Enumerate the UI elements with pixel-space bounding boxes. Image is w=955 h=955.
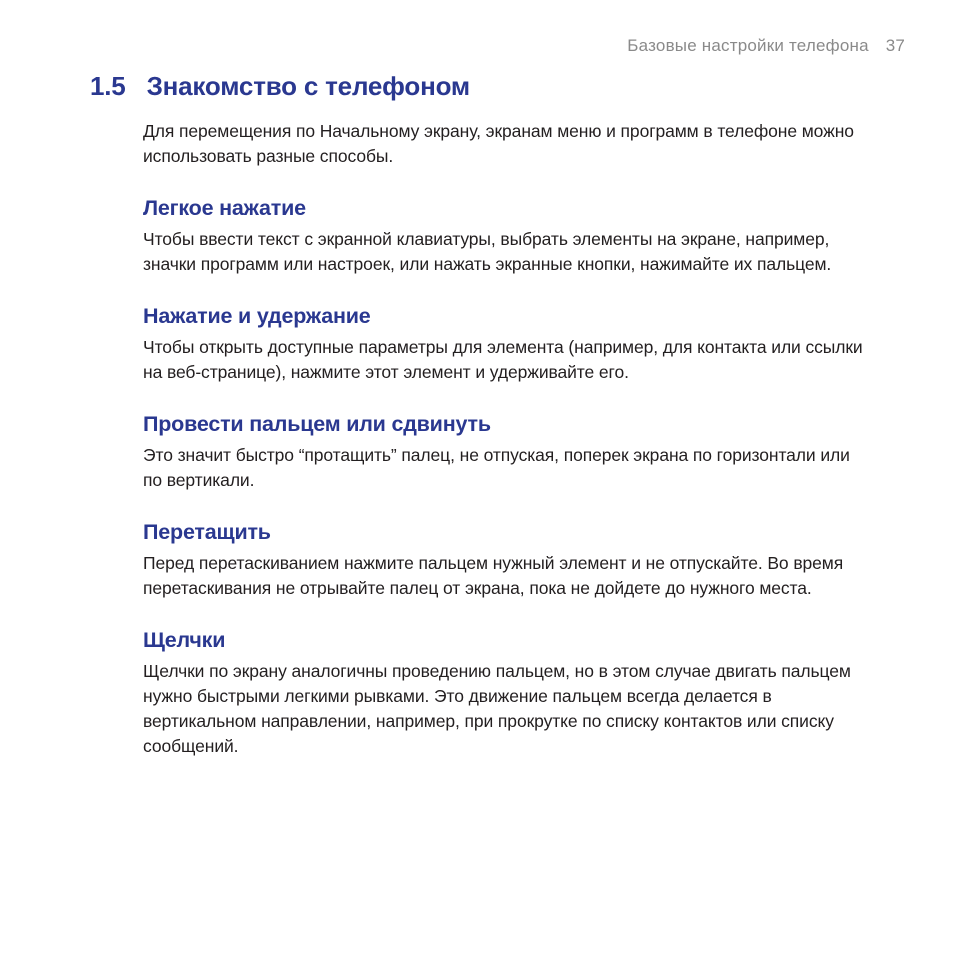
topic-section-drag xyxy=(143,520,869,601)
topic-body: Щелчки по экрану аналогичны проведению пальцем, но в этом случае двигать пальцем нужно быстрыми легкими рывками. Это движение пальцем всегда делается в вертикальном направлении, например, при прокрутке по списку контактов или списку сообщений. xyxy=(143,661,851,756)
topic-heading: Щелчки xyxy=(143,628,226,652)
intro-paragraph: Для перемещения по Начальному экрану, экранам меню и программ в телефоне можно использовать разные способы. xyxy=(143,121,854,166)
topic-body: Это значит быстро “протащить” палец, не отпуская, поперек экрана по горизонтали или по вертикали. xyxy=(143,445,850,490)
chapter-number: 1.5 xyxy=(90,71,126,101)
topic-section-press-hold xyxy=(143,304,869,385)
topic-section-tap xyxy=(143,196,869,277)
topic-body: Перед перетаскиванием нажмите пальцем нужный элемент и не отпускайте. Во время перетаскивания не отрывайте палец от экрана, пока не дойдете до нужного места. xyxy=(143,553,844,598)
topic-section-swipe xyxy=(143,412,869,493)
page-number: 37 xyxy=(885,36,905,55)
topic-heading: Нажатие и удержание xyxy=(143,304,371,328)
chapter-title-text: Знакомство с телефоном xyxy=(146,71,470,101)
page-content xyxy=(143,119,869,759)
running-header-text: Базовые настройки телефона xyxy=(627,36,869,55)
topic-section-flick xyxy=(143,628,869,759)
topic-heading: Перетащить xyxy=(143,520,271,544)
running-header xyxy=(0,0,955,56)
topic-heading: Провести пальцем или сдвинуть xyxy=(143,412,491,436)
chapter-title xyxy=(90,71,955,102)
topic-heading: Легкое нажатие xyxy=(143,196,306,220)
topic-body: Чтобы открыть доступные параметры для элемента (например, для контакта или ссылки на веб-странице), нажмите этот элемент и удерживайте его. xyxy=(143,337,863,382)
topic-body: Чтобы ввести текст с экранной клавиатуры, выбрать элементы на экране, например, значки программ или настроек, или нажать экранные кнопки, нажимайте их пальцем. xyxy=(143,229,832,274)
